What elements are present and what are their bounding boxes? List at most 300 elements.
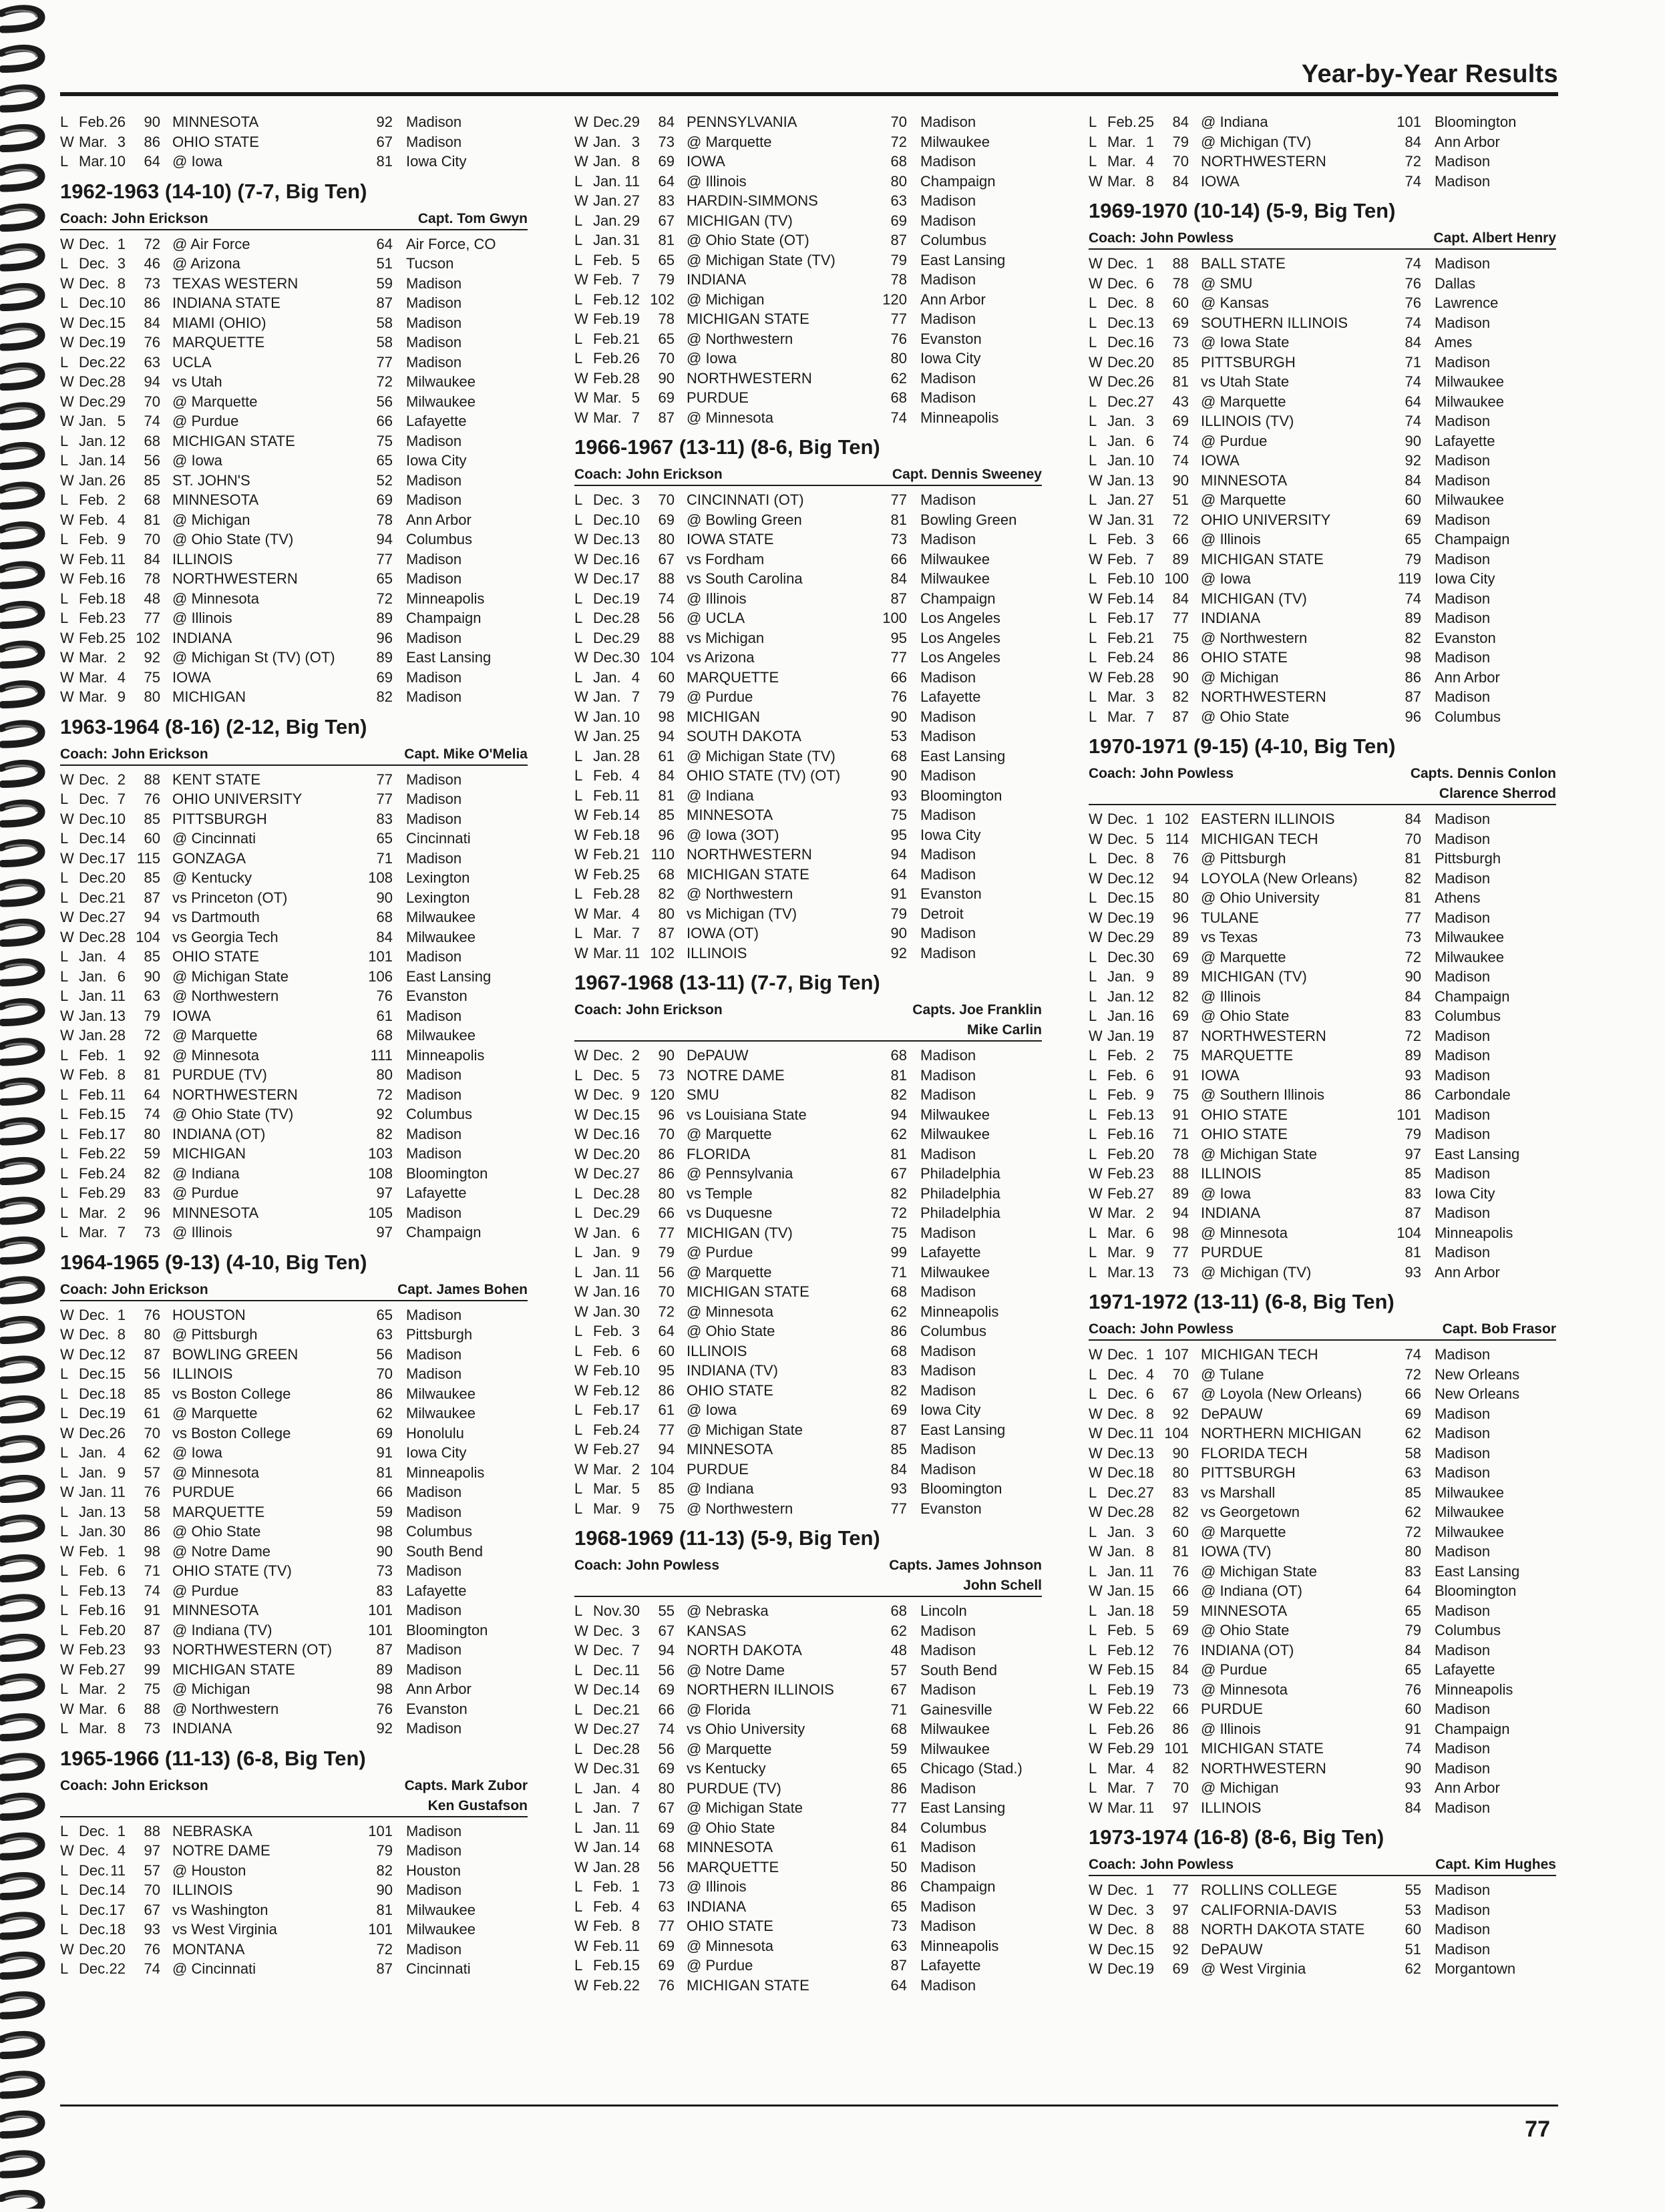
opponent: @ Ohio State [1201,1622,1290,1638]
game-row [574,132,1042,152]
wisconsin-score: 69 [1172,1622,1189,1638]
game-row [60,1581,528,1601]
day: 8 [117,274,126,292]
month: Jan. [79,1484,107,1500]
day: 11 [624,787,640,804]
game-row [1089,608,1556,628]
wisconsin-score: 77 [658,1421,675,1438]
result: L [574,232,583,248]
opponent: @ Marquette [172,393,258,410]
opponent: SOUTHERN ILLINOIS [1201,314,1348,331]
opponent: @ Michigan State [1201,1562,1317,1580]
captains [892,465,1042,485]
game-row [574,845,1042,865]
game-row [574,726,1042,746]
wisconsin-score: 90 [658,1047,675,1064]
result: L [60,432,69,449]
wisconsin-score: 76 [658,1976,675,1994]
coach-captain-line [574,1000,1042,1042]
wisconsin-score: 85 [658,807,675,823]
day: 10 [623,708,640,725]
game-row [60,1620,528,1640]
month: Mar. [593,1460,622,1478]
month: Dec. [1107,1504,1138,1520]
day: 5 [631,1066,640,1084]
month: Mar. [79,668,108,686]
opponent-score: 111 [370,1046,393,1064]
opponent: @ Illinois [687,172,747,190]
month: Feb. [79,570,109,587]
day: 25 [109,629,126,646]
day: 19 [623,310,640,327]
day: 28 [1137,668,1154,686]
game-row [1089,829,1556,849]
day: 11 [110,1484,126,1500]
opponent: OHIO STATE [687,1381,773,1399]
day: 10 [1137,452,1154,469]
result: L [60,1562,69,1579]
month: Dec. [79,235,110,252]
opponent: vs Utah State [1201,373,1290,390]
day: 4 [117,668,126,686]
result: L [574,1401,583,1418]
location: Madison [1435,1641,1491,1658]
location: Tucson [406,255,454,272]
result: W [1089,1444,1103,1462]
wisconsin-score: 64 [658,172,675,190]
month: Jan. [79,1444,107,1461]
game-row [1089,1880,1556,1900]
captain-name: Capt. Bob Frasor [1442,1321,1556,1337]
opponent-score: 101 [368,1602,393,1618]
result: W [1089,471,1103,489]
wisconsin-score: 63 [144,987,160,1004]
location: Pittsburgh [1435,850,1501,867]
result: W [60,334,74,351]
month: Mar. [593,905,622,922]
result: L [60,1861,69,1879]
month: Mar. [79,649,108,666]
result: L [574,1602,583,1619]
opponent-score: 53 [890,728,907,744]
result: L [1089,1779,1097,1796]
game-row [1089,1144,1556,1164]
opponent: @ Michigan St (TV) (OT) [172,649,335,666]
opponent: @ Loyola (New Orleans) [1201,1385,1362,1402]
location: Lafayette [920,1244,981,1261]
day: 22 [109,1145,126,1162]
wisconsin-score: 83 [144,1184,160,1201]
location: Philadelphia [920,1204,1000,1221]
coach-name: Coach: John Erickson [60,210,208,226]
game-row [1089,1006,1556,1026]
location: Honolulu [406,1424,464,1442]
opponent-score: 89 [376,610,393,626]
result: W [574,649,588,666]
wisconsin-score: 70 [144,393,160,410]
opponent-score: 62 [890,369,907,387]
month: Mar. [1107,153,1136,170]
month: Jan. [1107,452,1135,469]
result: W [574,1681,588,1698]
game-row [60,293,528,313]
opponent-score: 62 [376,1405,393,1421]
month: Feb. [1107,1641,1137,1658]
game-row [60,1164,528,1184]
game-row [60,1699,528,1719]
result: L [574,885,583,902]
game-row [60,770,528,790]
opponent: @ Michigan [172,1681,250,1697]
opponent: MICHIGAN TECH [1201,1346,1318,1363]
month: Jan. [593,1819,621,1836]
game-row [574,884,1042,904]
location: Iowa City [920,350,981,367]
opponent: @ Ohio State [1201,1008,1290,1024]
result: W [60,1940,74,1958]
location: Madison [406,1661,462,1678]
opponent-score: 48 [890,1642,907,1658]
location: Madison [406,1066,462,1083]
game-row [60,1026,528,1046]
game-row [574,152,1042,172]
result: W [60,810,74,827]
location: Iowa City [1435,570,1495,587]
opponent: @ Marquette [1201,948,1286,965]
opponent-score: 65 [376,452,393,469]
month: Feb. [593,330,623,347]
result: W [574,1086,588,1103]
location: New Orleans [1435,1385,1520,1402]
wisconsin-score: 87 [144,889,160,906]
day: 13 [1137,1444,1154,1462]
day: 30 [623,1602,640,1619]
month: Dec. [79,1424,110,1442]
result: W [1089,1799,1103,1816]
opponent: @ Ohio State [687,1323,775,1339]
game-row [1089,1105,1556,1125]
wisconsin-score: 84 [1172,1661,1189,1678]
opponent: PURDUE [1201,1701,1263,1717]
wisconsin-score: 73 [1172,1263,1189,1281]
day: 22 [109,353,126,371]
opponent: PURDUE [1201,1244,1263,1261]
result: L [60,1204,69,1221]
location: Lafayette [920,688,981,705]
game-row [1089,549,1556,570]
result: W [60,629,74,646]
wisconsin-score: 69 [1172,413,1189,429]
day: 4 [631,767,640,784]
location: Morgantown [1435,1960,1516,1977]
location: Madison [920,491,976,508]
location: Milwaukee [1435,373,1504,390]
opponent: INDIANA [1201,610,1261,626]
spiral-coils [0,0,60,2209]
month: Dec. [79,1921,110,1938]
wisconsin-score: 92 [144,649,160,666]
month: Dec. [593,1721,624,1737]
month: Mar. [1107,688,1136,705]
month: Jan. [1107,432,1135,449]
month: Feb. [1107,550,1137,568]
result: L [60,1145,69,1162]
wisconsin-score: 71 [144,1562,160,1579]
month: Mar. [79,688,108,705]
result: L [1089,393,1097,410]
month: Dec. [1107,334,1138,351]
result: L [60,491,69,508]
game-row [574,1066,1042,1086]
opponent-score: 74 [1405,255,1421,272]
opponent-score: 72 [1405,1027,1421,1044]
game-row [1089,1601,1556,1621]
result: L [574,511,583,528]
location: Madison [920,271,976,288]
opponent-score: 80 [890,172,907,190]
wisconsin-score: 75 [1172,629,1189,646]
month: Jan. [1107,491,1135,508]
location: Madison [1435,688,1491,705]
opponent-score: 106 [368,967,393,985]
location: Madison [1435,353,1491,371]
result: L [1089,1224,1097,1241]
month: Jan. [79,1027,107,1044]
captain-name: Capt. Dennis Sweeney [892,467,1042,482]
opponent: @ Notre Dame [687,1661,785,1679]
result: W [60,1542,74,1560]
game-row [1089,1184,1556,1204]
day: 1 [1145,811,1154,827]
result: L [574,1342,583,1359]
day: 8 [631,1918,640,1934]
month: Dec. [593,629,624,646]
wisconsin-score: 66 [658,1701,675,1718]
location: Madison [406,849,462,867]
game-row [1089,1502,1556,1522]
wisconsin-score: 63 [658,1898,675,1915]
opponent: @ Northwestern [172,1700,279,1717]
wisconsin-score: 70 [658,350,675,367]
opponent-score: 79 [890,905,907,922]
opponent: DePAUW [1201,1940,1263,1958]
wisconsin-score: 67 [1172,1385,1189,1402]
opponent: @ Purdue [172,413,239,429]
month: Dec. [1107,1484,1138,1501]
result: L [1089,1385,1097,1402]
month: Mar. [1107,1224,1136,1241]
month: Feb. [593,251,623,268]
wisconsin-score: 67 [658,550,675,568]
month: Jan. [79,1007,107,1024]
opponent: ILLINOIS (TV) [1201,413,1294,429]
month: Dec. [79,353,110,371]
wisconsin-score: 72 [1172,511,1189,528]
location: Ann Arbor [406,511,472,528]
wisconsin-score: 66 [658,1204,675,1221]
day: 14 [623,1681,640,1698]
wisconsin-score: 99 [144,1661,160,1678]
opponent-score: 84 [1405,1641,1421,1658]
opponent-score: 91 [1405,1720,1421,1737]
day: 8 [1145,1921,1154,1938]
wisconsin-score: 88 [1172,255,1189,272]
wisconsin-score: 77 [658,1224,675,1241]
location: Iowa City [920,826,981,843]
wisconsin-score: 75 [144,668,160,686]
wisconsin-score: 97 [1172,1901,1189,1918]
day: 9 [631,1500,640,1517]
opponent: @ Marquette [1201,1523,1286,1540]
result: W [60,1066,74,1083]
game-row [60,1640,528,1660]
wisconsin-score: 97 [144,1842,160,1859]
opponent: @ Illinois [1201,531,1261,547]
month: Feb. [79,1145,109,1162]
wisconsin-score: 80 [144,1125,160,1142]
result: W [574,1047,588,1064]
location: Madison [920,944,976,961]
game-row [1089,589,1556,609]
location: Madison [920,1681,976,1698]
result: L [1089,1008,1097,1024]
result: W [574,133,588,150]
result: L [60,153,69,170]
opponent: INDIANA [172,1720,232,1737]
day: 1 [1145,1346,1154,1363]
game-row [574,589,1042,609]
location: Madison [920,1622,976,1639]
wisconsin-score: 90 [1172,471,1189,489]
location: Madison [1435,1464,1491,1481]
captain-name: Capt. James Bohen [397,1281,528,1297]
month: Feb. [593,1441,623,1458]
day: 6 [117,1562,126,1579]
opponent-score: 65 [1405,1602,1421,1619]
game-row [60,1345,528,1365]
wisconsin-score: 73 [658,1066,675,1084]
month: Feb. [1107,649,1137,666]
day: 7 [1145,708,1154,725]
wisconsin-score: 115 [136,849,160,867]
opponent-score: 68 [890,1721,907,1737]
location: Iowa City [406,153,467,170]
opponent-score: 62 [890,1126,907,1142]
result: W [1089,1940,1103,1958]
wisconsin-score: 60 [658,1342,675,1359]
month: Feb. [593,1918,623,1934]
result: W [574,1721,588,1737]
result: W [574,114,588,130]
location: Bloomington [920,1480,1002,1497]
game-row [60,353,528,373]
opponent: NORTHERN ILLINOIS [687,1681,834,1698]
game-row [574,1361,1042,1381]
opponent-score: 87 [890,1957,907,1974]
opponent: vs Boston College [172,1385,291,1402]
result: L [574,1184,583,1202]
game-row [60,1679,528,1699]
game-row [60,392,528,412]
month: Feb. [79,1641,109,1658]
opponent-score: 76 [1405,294,1421,311]
wisconsin-score: 87 [144,1621,160,1638]
location: Madison [1435,1921,1491,1938]
day: 28 [109,373,126,390]
day: 6 [1145,1066,1154,1084]
opponent: vs Kentucky [687,1760,766,1777]
day: 1 [1145,255,1154,272]
result: L [1089,948,1097,965]
opponent: INDIANA (OT) [172,1125,266,1142]
wisconsin-score: 70 [1172,1365,1189,1383]
month: Dec. [1107,1901,1138,1918]
result: L [60,1523,69,1540]
month: Dec. [79,314,110,331]
opponent: @ Purdue [172,1582,239,1599]
opponent-score: 69 [1405,1405,1421,1422]
location: Madison [1435,1027,1491,1044]
day: 19 [623,590,640,607]
opponent-score: 76 [1405,274,1421,292]
day: 1 [117,235,126,252]
wisconsin-score: 57 [144,1861,160,1879]
month: Dec. [79,791,110,807]
opponent: INDIANA [687,271,747,288]
wisconsin-score: 84 [144,314,160,331]
month: Dec. [1107,373,1138,390]
opponent: ILLINOIS [1201,1799,1262,1816]
opponent: TEXAS WESTERN [172,274,299,292]
opponent-score: 98 [376,1681,393,1697]
day: 12 [109,1345,126,1363]
day: 14 [109,1882,126,1898]
opponent: @ Kentucky [172,869,252,886]
captain-name: Capt. Mike O'Melia [404,746,528,762]
opponent-score: 66 [890,550,907,568]
opponent-score: 72 [1405,1365,1421,1383]
day: 1 [117,1046,126,1064]
month: Mar. [1107,1204,1136,1221]
month: Dec. [1107,274,1138,292]
result: W [574,1381,588,1399]
day: 17 [623,570,640,587]
opponent-score: 74 [1405,172,1421,190]
day: 10 [109,810,126,827]
opponent: @ Michigan [687,290,765,308]
wisconsin-score: 73 [658,1878,675,1895]
location: Carbondale [1435,1086,1511,1103]
location: Milwaukee [1435,1504,1504,1520]
result: L [574,925,583,941]
opponent-score: 74 [1405,1346,1421,1363]
day: 13 [1137,1106,1154,1123]
month: Dec. [593,1701,624,1718]
opponent: @ Illinois [687,590,747,607]
location: Champaign [1435,1720,1510,1737]
day: 27 [623,1721,640,1737]
month: Feb. [79,1621,109,1638]
wisconsin-score: 88 [1172,1921,1189,1938]
game-row [574,1184,1042,1204]
result: W [1089,1882,1103,1898]
day: 26 [1137,1720,1154,1737]
location: Milwaukee [406,1405,476,1421]
game-row [1089,1243,1556,1263]
result: L [574,212,583,229]
month: Jan. [1107,1523,1135,1540]
day: 28 [1137,1504,1154,1520]
